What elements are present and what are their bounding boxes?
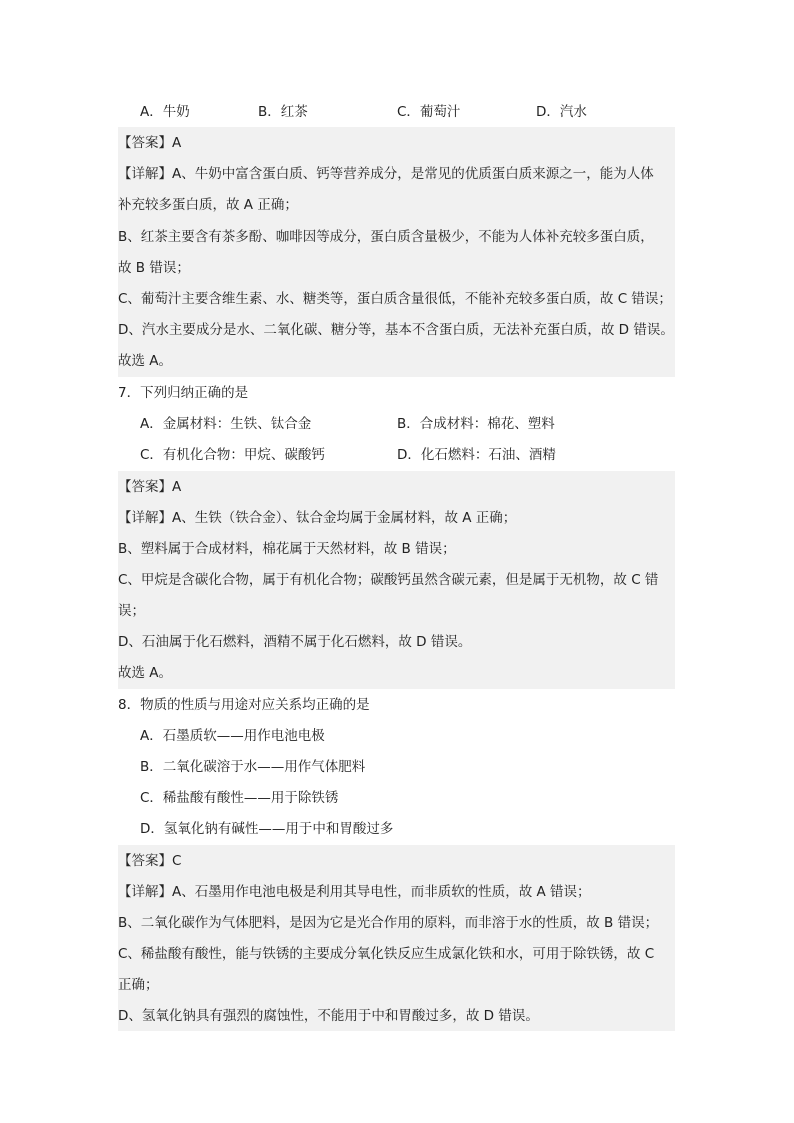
answer-block-q8 — [118, 845, 675, 1031]
q6-option-c: C．葡萄汁 — [397, 104, 461, 120]
q8-option-d: D．氢氧化钠有碱性——用于中和胃酸过多 — [140, 821, 394, 837]
q8-detail-line: C、稀盐酸有酸性，能与铁锈的主要成分氧化铁反应生成氯化铁和水，可用于除铁锈，故 C — [118, 946, 655, 962]
q8-option-c: C．稀盐酸有酸性——用于除铁锈 — [140, 790, 339, 806]
q7-option-c: C．有机化合物：甲烷、碳酸钙 — [140, 447, 325, 463]
q6-detail-line: 补充较多蛋白质，故 A 正确； — [118, 197, 298, 213]
q8-answer: 【答案】C — [118, 853, 182, 869]
q8-detail-line: 【详解】A、石墨用作电池电极是利用其导电性，而非质软的性质，故 A 错误； — [118, 884, 591, 900]
q7-detail-line: 故选 A。 — [118, 665, 173, 681]
q8-option-b: B．二氧化碳溶于水——用作气体肥料 — [140, 759, 366, 775]
q6-detail-line: D、汽水主要成分是水、二氧化碳、糖分等，基本不含蛋白质，无法补充蛋白质，故 D 错误。 — [118, 322, 674, 338]
q7-detail-line: D、石油属于化石燃料，酒精不属于化石燃料，故 D 错误。 — [118, 634, 472, 650]
q6-detail-line: C、葡萄汁主要含维生素、水、糖类等，蛋白质含量很低，不能补充较多蛋白质，故 C 错误； — [118, 291, 672, 307]
q7-option-b: B．合成材料：棉花、塑料 — [397, 416, 555, 432]
q7-stem: 7．下列归纳正确的是 — [118, 385, 249, 401]
q6-answer: 【答案】A — [118, 135, 182, 151]
q8-stem: 8．物质的性质与用途对应关系均正确的是 — [118, 697, 370, 713]
q8-detail-line: B、二氧化碳作为气体肥料，是因为它是光合作用的原料，而非溶于水的性质，故 B 错误； — [118, 915, 659, 931]
q6-detail-line: 故 B 错误； — [118, 260, 190, 276]
q6-option-d: D．汽水 — [536, 104, 587, 120]
q6-detail-line: B、红茶主要含有茶多酚、咖啡因等成分，蛋白质含量极少，不能为人体补充较多蛋白质， — [118, 229, 654, 245]
q7-detail-line: B、塑料属于合成材料，棉花属于天然材料，故 B 错误； — [118, 541, 456, 557]
q7-answer: 【答案】A — [118, 479, 182, 495]
q8-detail-line: D、氢氧化钠具有强烈的腐蚀性，不能用于中和胃酸过多，故 D 错误。 — [118, 1008, 539, 1024]
q7-detail-line: 【详解】A、生铁（铁合金）、钛合金均属于金属材料，故 A 正确； — [118, 510, 517, 526]
q6-detail-line: 【详解】A、牛奶中富含蛋白质、钙等营养成分，是常见的优质蛋白质来源之一，能为人体 — [118, 166, 654, 182]
q7-detail-line: 误； — [118, 603, 145, 619]
q6-option-b: B．红茶 — [258, 104, 308, 120]
q6-option-a: A．牛奶 — [140, 104, 190, 120]
q7-option-a: A．金属材料：生铁、钛合金 — [140, 416, 312, 432]
q7-option-d: D．化石燃料：石油、酒精 — [397, 447, 556, 463]
q8-option-a: A．石墨质软——用作电池电极 — [140, 728, 325, 744]
q8-detail-line: 正确； — [118, 977, 159, 993]
q6-detail-line: 故选 A。 — [118, 353, 173, 369]
q7-detail-line: C、甲烷是含碳化合物，属于有机化合物；碳酸钙虽然含碳元素，但是属于无机物，故 C 错 — [118, 572, 659, 588]
